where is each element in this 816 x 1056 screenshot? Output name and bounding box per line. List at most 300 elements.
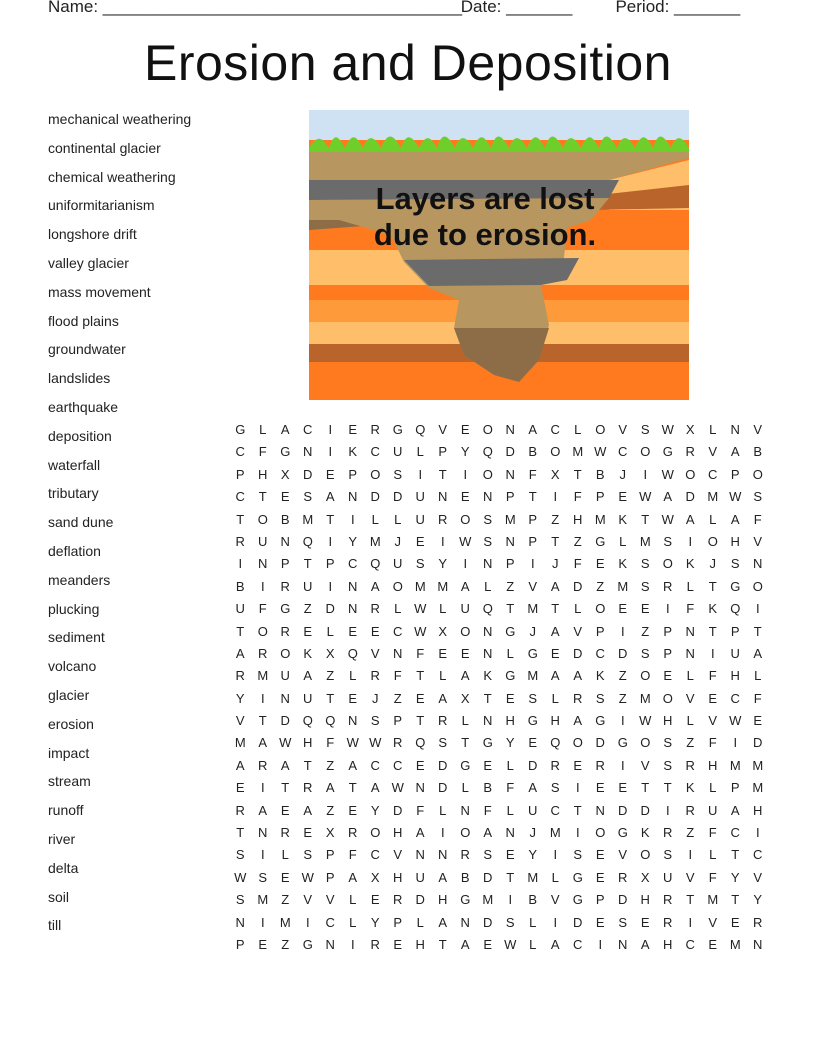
grid-letter[interactable]: J [552,556,559,572]
grid-letter[interactable]: R [348,825,358,841]
grid-letter[interactable]: L [281,847,289,863]
grid-letter[interactable]: T [236,825,245,841]
grid-letter[interactable]: I [598,936,603,952]
grid-letter[interactable]: O [707,533,718,549]
grid-letter[interactable]: E [348,623,358,639]
grid-letter[interactable]: E [370,623,380,639]
grid-letter[interactable]: S [235,892,245,908]
grid-letter[interactable]: J [619,466,626,482]
grid-letter[interactable]: X [438,623,448,639]
grid-letter[interactable]: U [393,444,403,460]
grid-letter[interactable]: A [258,802,268,818]
grid-letter[interactable]: S [573,847,583,863]
grid-letter[interactable]: W [729,489,742,505]
grid-letter[interactable]: R [663,892,673,908]
grid-letter[interactable]: T [731,892,740,908]
grid-letter[interactable]: Z [326,802,335,818]
grid-letter[interactable]: H [753,802,763,818]
grid-letter[interactable]: L [416,914,424,930]
grid-letter[interactable]: I [260,847,265,863]
grid-letter[interactable]: A [730,802,740,818]
grid-letter[interactable]: R [595,757,605,773]
grid-letter[interactable]: A [550,668,560,684]
grid-letter[interactable]: H [393,869,403,885]
grid-letter[interactable]: E [573,757,583,773]
grid-letter[interactable]: G [460,757,471,773]
grid-letter[interactable]: G [572,869,583,885]
grid-letter[interactable]: Q [325,713,336,729]
grid-letter[interactable]: W [639,489,652,505]
grid-letter[interactable]: O [685,466,696,482]
grid-letter[interactable]: I [665,802,670,818]
grid-letter[interactable]: T [348,780,357,796]
grid-letter[interactable]: T [686,892,695,908]
grid-letter[interactable]: R [370,422,380,437]
grid-letter[interactable]: R [370,936,380,952]
grid-letter[interactable]: N [348,713,358,729]
grid-letter[interactable]: S [303,847,313,863]
grid-letter[interactable]: V [640,757,650,773]
grid-letter[interactable]: F [708,825,717,841]
grid-letter[interactable]: T [641,780,650,796]
grid-letter[interactable]: U [235,601,245,617]
grid-letter[interactable]: D [393,802,403,818]
grid-letter[interactable]: E [415,533,425,549]
grid-letter[interactable]: K [303,645,313,661]
grid-letter[interactable]: I [553,847,558,863]
grid-letter[interactable]: I [620,757,625,773]
grid-letter[interactable]: W [279,735,292,751]
grid-letter[interactable]: E [640,914,650,930]
grid-letter[interactable]: L [709,511,717,527]
grid-letter[interactable]: V [438,422,448,437]
grid-letter[interactable]: N [258,556,268,572]
grid-letter[interactable]: E [505,690,515,706]
grid-letter[interactable]: C [303,422,313,437]
grid-letter[interactable]: C [595,645,605,661]
grid-letter[interactable]: A [730,444,740,460]
grid-letter[interactable]: O [257,511,268,527]
grid-letter[interactable]: I [260,914,265,930]
grid-letter[interactable]: E [415,757,425,773]
grid-letter[interactable]: X [370,869,380,885]
grid-letter[interactable]: N [730,422,740,437]
grid-letter[interactable]: S [415,556,425,572]
grid-letter[interactable]: F [708,735,717,751]
grid-letter[interactable]: W [346,735,359,751]
grid-letter[interactable]: H [258,466,268,482]
grid-letter[interactable]: M [549,825,561,841]
grid-letter[interactable]: M [617,578,629,594]
grid-letter[interactable]: H [550,713,560,729]
grid-letter[interactable]: O [550,444,561,460]
grid-letter[interactable]: C [348,556,358,572]
grid-letter[interactable]: E [640,601,650,617]
grid-letter[interactable]: D [438,757,448,773]
grid-letter[interactable]: K [640,825,650,841]
grid-letter[interactable]: V [618,847,628,863]
grid-letter[interactable]: L [259,422,267,437]
grid-letter[interactable]: Q [482,444,493,460]
grid-letter[interactable]: M [752,757,764,773]
grid-letter[interactable]: A [235,757,245,773]
grid-letter[interactable]: I [620,713,625,729]
grid-letter[interactable]: L [439,802,447,818]
grid-letter[interactable]: I [508,892,513,908]
grid-letter[interactable]: P [505,556,515,572]
grid-letter[interactable]: V [753,869,763,885]
grid-letter[interactable]: C [235,444,245,460]
grid-letter[interactable]: A [325,780,335,796]
grid-letter[interactable]: P [595,892,605,908]
grid-letter[interactable]: H [640,892,650,908]
grid-letter[interactable]: S [393,466,403,482]
grid-letter[interactable]: R [235,668,245,684]
grid-letter[interactable]: N [303,444,313,460]
grid-letter[interactable]: E [348,690,358,706]
grid-letter[interactable]: N [618,936,628,952]
grid-letter[interactable]: X [550,466,560,482]
grid-letter[interactable]: E [483,936,493,952]
grid-letter[interactable]: F [416,645,425,661]
grid-letter[interactable]: P [663,623,673,639]
grid-letter[interactable]: E [370,892,380,908]
grid-letter[interactable]: E [235,780,245,796]
grid-letter[interactable]: T [708,578,717,594]
grid-letter[interactable]: G [730,578,741,594]
grid-letter[interactable]: V [708,444,718,460]
grid-letter[interactable]: B [528,444,538,460]
grid-letter[interactable]: L [529,914,537,930]
grid-letter[interactable]: K [708,601,718,617]
grid-letter[interactable]: L [619,533,627,549]
grid-letter[interactable]: O [257,623,268,639]
grid-letter[interactable]: R [258,645,268,661]
grid-letter[interactable]: M [639,533,651,549]
grid-letter[interactable]: V [573,623,583,639]
grid-letter[interactable]: I [665,601,670,617]
grid-letter[interactable]: E [348,422,358,437]
grid-letter[interactable]: J [529,623,536,639]
grid-letter[interactable]: O [392,578,403,594]
grid-letter[interactable]: L [686,668,694,684]
grid-letter[interactable]: B [595,466,605,482]
grid-letter[interactable]: A [528,422,538,437]
grid-letter[interactable]: K [618,511,628,527]
grid-letter[interactable]: S [483,533,493,549]
grid-letter[interactable]: L [394,511,402,527]
grid-letter[interactable]: A [348,757,358,773]
period-field-label[interactable]: Period: _______ [615,0,741,16]
grid-letter[interactable]: R [550,757,560,773]
grid-letter[interactable]: N [505,466,515,482]
grid-letter[interactable]: O [482,422,493,437]
grid-letter[interactable]: Z [326,668,335,684]
grid-letter[interactable]: I [418,466,423,482]
grid-letter[interactable]: P [595,489,605,505]
grid-letter[interactable]: F [258,601,267,617]
grid-letter[interactable]: I [688,847,693,863]
grid-letter[interactable]: W [234,869,247,885]
grid-letter[interactable]: G [662,444,673,460]
grid-letter[interactable]: O [595,601,606,617]
grid-letter[interactable]: F [708,869,717,885]
grid-letter[interactable]: D [370,489,380,505]
grid-letter[interactable]: L [371,511,379,527]
grid-letter[interactable]: C [550,422,560,437]
grid-letter[interactable]: P [730,623,740,639]
grid-letter[interactable]: E [483,757,493,773]
grid-letter[interactable]: A [460,578,470,594]
grid-letter[interactable]: T [461,735,470,751]
grid-letter[interactable]: P [393,914,403,930]
grid-letter[interactable]: I [350,936,355,952]
grid-letter[interactable]: C [573,936,583,952]
grid-letter[interactable]: U [730,645,740,661]
grid-letter[interactable]: G [392,422,403,437]
grid-letter[interactable]: I [530,556,535,572]
grid-letter[interactable]: K [595,668,605,684]
grid-letter[interactable]: R [663,825,673,841]
grid-letter[interactable]: U [415,869,425,885]
grid-letter[interactable]: S [618,914,628,930]
grid-letter[interactable]: V [303,892,313,908]
grid-letter[interactable]: Z [618,690,627,706]
grid-letter[interactable]: F [573,556,582,572]
grid-letter[interactable]: G [527,645,538,661]
grid-letter[interactable]: Y [753,892,763,908]
grid-letter[interactable]: N [438,847,448,863]
grid-letter[interactable]: E [595,780,605,796]
grid-letter[interactable]: I [688,914,693,930]
grid-letter[interactable]: E [460,645,470,661]
grid-letter[interactable]: M [257,892,269,908]
grid-letter[interactable]: D [618,892,628,908]
grid-letter[interactable]: N [325,936,335,952]
grid-letter[interactable]: C [393,623,403,639]
grid-letter[interactable]: S [640,578,650,594]
grid-letter[interactable]: D [753,735,763,751]
grid-letter[interactable]: I [328,533,333,549]
grid-letter[interactable]: E [595,869,605,885]
grid-letter[interactable]: A [573,668,583,684]
grid-letter[interactable]: W [639,713,652,729]
grid-letter[interactable]: A [685,511,695,527]
grid-letter[interactable]: T [573,466,582,482]
grid-letter[interactable]: N [348,489,358,505]
grid-letter[interactable]: O [572,735,583,751]
grid-letter[interactable]: E [708,690,718,706]
grid-letter[interactable]: I [575,825,580,841]
grid-letter[interactable]: A [483,825,493,841]
grid-letter[interactable]: P [325,556,335,572]
grid-letter[interactable]: A [235,645,245,661]
grid-letter[interactable]: V [528,578,538,594]
grid-letter[interactable]: C [370,757,380,773]
grid-letter[interactable]: R [663,578,673,594]
grid-letter[interactable]: U [460,601,470,617]
grid-letter[interactable]: F [753,511,762,527]
grid-letter[interactable]: F [393,668,402,684]
grid-letter[interactable]: Z [393,690,402,706]
grid-letter[interactable]: M [572,444,584,460]
grid-letter[interactable]: G [280,444,291,460]
grid-letter[interactable]: Y [438,556,448,572]
grid-letter[interactable]: J [394,533,401,549]
grid-letter[interactable]: M [257,668,269,684]
grid-letter[interactable]: P [235,466,245,482]
grid-letter[interactable]: P [730,780,740,796]
grid-letter[interactable]: L [484,578,492,594]
grid-letter[interactable]: E [438,645,448,661]
grid-letter[interactable]: S [730,556,740,572]
grid-letter[interactable]: O [370,825,381,841]
grid-letter[interactable]: P [528,511,538,527]
grid-letter[interactable]: S [595,690,605,706]
grid-letter[interactable]: T [438,936,447,952]
grid-letter[interactable]: C [393,757,403,773]
grid-letter[interactable]: T [483,690,492,706]
grid-letter[interactable]: O [460,623,471,639]
grid-letter[interactable]: U [303,690,313,706]
grid-letter[interactable]: S [663,847,673,863]
grid-letter[interactable]: R [280,578,290,594]
grid-letter[interactable]: A [460,668,470,684]
grid-letter[interactable]: G [617,735,628,751]
grid-letter[interactable]: L [506,757,514,773]
grid-letter[interactable]: T [641,511,650,527]
grid-letter[interactable]: L [349,914,357,930]
grid-letter[interactable]: T [281,780,290,796]
grid-letter[interactable]: P [528,533,538,549]
grid-letter[interactable]: R [235,533,245,549]
grid-letter[interactable]: N [753,936,763,952]
grid-letter[interactable]: E [618,489,628,505]
grid-letter[interactable]: K [618,556,628,572]
grid-letter[interactable]: E [258,936,268,952]
grid-letter[interactable]: K [685,556,695,572]
grid-letter[interactable]: I [328,422,333,437]
grid-letter[interactable]: S [483,847,493,863]
grid-letter[interactable]: O [640,735,651,751]
grid-letter[interactable]: P [393,713,403,729]
grid-letter[interactable]: D [618,802,628,818]
grid-letter[interactable]: U [663,869,673,885]
grid-letter[interactable]: G [505,668,516,684]
grid-letter[interactable]: M [302,511,314,527]
grid-letter[interactable]: T [528,489,537,505]
grid-letter[interactable]: C [685,936,695,952]
grid-letter[interactable]: Y [505,735,515,751]
grid-letter[interactable]: I [755,825,760,841]
grid-letter[interactable]: P [730,466,740,482]
grid-letter[interactable]: O [482,466,493,482]
grid-letter[interactable]: F [416,802,425,818]
grid-letter[interactable]: T [708,623,717,639]
grid-letter[interactable]: I [463,556,468,572]
grid-letter[interactable]: V [753,533,763,549]
grid-letter[interactable]: R [370,668,380,684]
grid-letter[interactable]: S [640,422,650,437]
grid-letter[interactable]: T [731,847,740,863]
grid-letter[interactable]: A [573,713,583,729]
grid-letter[interactable]: B [460,869,470,885]
grid-letter[interactable]: B [483,780,493,796]
grid-letter[interactable]: X [280,466,290,482]
grid-letter[interactable]: A [370,578,380,594]
grid-letter[interactable]: V [393,847,403,863]
grid-letter[interactable]: I [260,780,265,796]
grid-letter[interactable]: H [708,757,718,773]
grid-letter[interactable]: I [553,914,558,930]
grid-letter[interactable]: N [483,556,493,572]
grid-letter[interactable]: Z [686,825,695,841]
grid-letter[interactable]: K [348,444,358,460]
grid-letter[interactable]: P [663,645,673,661]
grid-letter[interactable]: Z [618,668,627,684]
grid-letter[interactable]: C [730,690,740,706]
grid-letter[interactable]: B [753,444,763,460]
grid-letter[interactable]: D [595,735,605,751]
grid-letter[interactable]: W [414,601,427,617]
grid-letter[interactable]: L [461,713,469,729]
grid-letter[interactable]: E [505,847,515,863]
grid-letter[interactable]: L [709,780,717,796]
grid-letter[interactable]: L [686,578,694,594]
grid-letter[interactable]: N [483,713,493,729]
grid-letter[interactable]: E [303,623,313,639]
grid-letter[interactable]: I [710,645,715,661]
grid-letter[interactable]: P [438,444,448,460]
grid-letter[interactable]: M [369,533,381,549]
grid-letter[interactable]: P [505,489,515,505]
grid-letter[interactable]: U [280,668,290,684]
grid-letter[interactable]: R [438,511,448,527]
grid-letter[interactable]: T [506,601,515,617]
grid-letter[interactable]: I [260,578,265,594]
grid-letter[interactable]: L [439,668,447,684]
grid-letter[interactable]: I [755,601,760,617]
grid-letter[interactable]: N [505,825,515,841]
grid-letter[interactable]: G [235,422,246,437]
grid-letter[interactable]: I [350,511,355,527]
grid-letter[interactable]: E [528,735,538,751]
grid-letter[interactable]: P [348,466,358,482]
grid-letter[interactable]: W [594,444,607,460]
grid-letter[interactable]: N [505,422,515,437]
grid-letter[interactable]: E [460,422,470,437]
grid-letter[interactable]: S [258,869,268,885]
grid-letter[interactable]: F [326,735,335,751]
grid-letter[interactable]: C [370,444,380,460]
grid-letter[interactable]: I [440,533,445,549]
grid-letter[interactable]: L [686,713,694,729]
grid-letter[interactable]: J [709,556,716,572]
grid-letter[interactable]: N [753,556,763,572]
grid-letter[interactable]: S [235,847,245,863]
grid-letter[interactable]: A [438,869,448,885]
word-search-grid[interactable] [229,420,769,957]
grid-letter[interactable]: W [661,511,674,527]
grid-letter[interactable]: Q [347,645,358,661]
grid-letter[interactable]: L [574,422,582,437]
grid-letter[interactable]: D [573,914,583,930]
grid-letter[interactable]: E [325,466,335,482]
grid-letter[interactable]: A [460,936,470,952]
grid-letter[interactable]: O [752,578,763,594]
grid-letter[interactable]: A [280,422,290,437]
grid-letter[interactable]: V [685,690,695,706]
